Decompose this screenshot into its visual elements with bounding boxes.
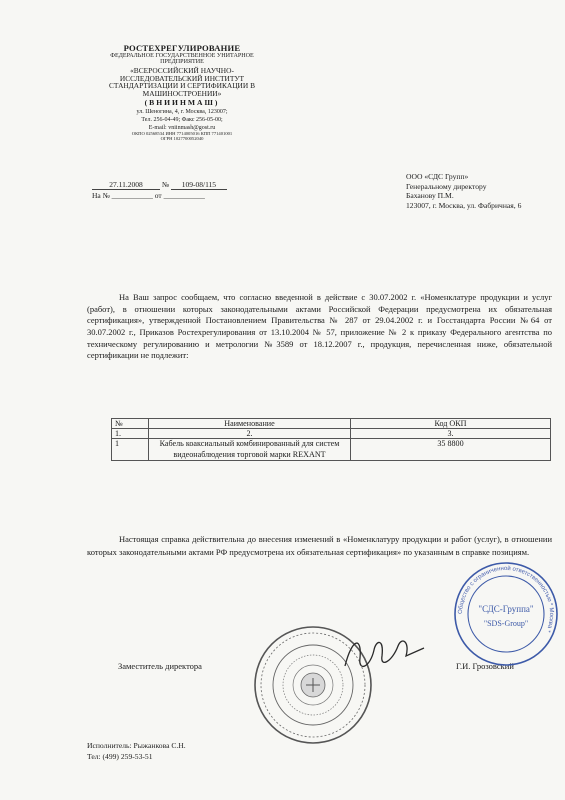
recipient-org: ООО «СДС Групп»: [406, 172, 469, 181]
numbering-1: 1.: [112, 429, 149, 439]
recipient-address: 123007, г. Москва, ул. Фабричная, 6: [406, 201, 522, 211]
institute-address: ул. Шеногина, 4, г. Москва, 123007;: [136, 108, 228, 115]
executor-block: [87, 740, 186, 762]
row-okp-code: 35 8800: [351, 439, 551, 461]
signer-position: Заместитель директора: [118, 661, 202, 671]
executor-phone: Тел: (499) 259-53-51: [87, 752, 153, 761]
letter-date: 27.11.2008: [92, 180, 160, 190]
sds-name-en: "SDS-Group": [483, 619, 529, 628]
recipient-block: [406, 172, 556, 211]
numbering-3: 3.: [351, 429, 551, 439]
in-reply-line: На № ___________ от ___________: [92, 191, 205, 200]
header-number: №: [112, 419, 149, 429]
institute-codes: ОКПО 02568534 ИНН 7714005016 КПП 771401001: [131, 130, 233, 136]
recipient-name: Баханову П.М.: [406, 191, 454, 201]
validity-paragraph: Настоящая справка действительна до внесения изменений в «Номенклатуру продукции и работ (услуг), в отношении которых законодательными актами РФ предусмотрена их обязательная сертификация» по указанным в справке позициям.: [87, 534, 552, 557]
number-prefix: №: [161, 180, 170, 189]
institute-name: «ВСЕРОССИЙСКИЙ НАУЧНО-ИССЛЕДОВАТЕЛЬСКИЙ ИНСТИТУТ СТАНДАРТИЗАЦИИ И СЕРТИФИКАЦИИ В МАШИНОСТРОЕНИИ»: [109, 65, 255, 99]
numbering-2: 2.: [149, 429, 351, 439]
row-product-name: Кабель коаксиальный комбинированный для систем видеонаблюдения торговой марки REXANT: [149, 439, 351, 461]
recipient-position: Генеральному директору: [406, 181, 487, 191]
handwritten-signature: [340, 628, 430, 678]
table-row: [112, 439, 551, 461]
sds-ring-text: Общество с ограниченной ответственностью * Москва *: [457, 565, 555, 634]
institute-email: E-mail: vniinmash@gost.ru: [148, 125, 216, 132]
enterprise-type: ФЕДЕРАЛЬНОЕ ГОСУДАРСТВЕННОЕ УНИТАРНОЕ ПРЕДПРИЯТИЕ: [110, 53, 254, 66]
body-paragraph: На Ваш запрос сообщаем, что согласно введенной в действие с 30.07.2002 г. «Номенклатуре продукции и услуг (работ), в отношении которых законодательными актами Российской Федерации предусмотрена их обязательная сертификация», утвержденной Постановлением Правительства № 287 от 29.04.2002 г. и Госстандарта России №64 от 30.07.2002 г., Приказов Ростехрегулирования от 13.10.2004 № 57, приложение № 2 к приказу Федерального агентства по техническому регулированию и метрологии №3589 от 18.12.2007 г., продукция, перечисленная ниже, обязательной сертификации не подлежит:: [87, 292, 552, 361]
row-number: 1: [112, 439, 149, 461]
letterhead: [92, 44, 272, 141]
executor-name: Исполнитель: Рыжанкова С.Н.: [87, 741, 186, 750]
registration-line: [92, 180, 227, 190]
institute-phone-fax: Тел. 256-04-49; Факс 256-05-00;: [141, 117, 223, 124]
letter-number: 109-08/115: [171, 180, 227, 190]
product-table: [111, 418, 551, 461]
signer-name: Г.И. Грозовский: [456, 661, 514, 671]
agency-name: РОСТЕХРЕГУЛИРОВАНИЕ: [123, 43, 241, 53]
sds-group-stamp: [452, 560, 560, 668]
table-numbering-row: [112, 429, 551, 439]
institute-codes-2: ОГРН 1027700052040: [160, 135, 204, 141]
header-okp: Код ОКП: [351, 419, 551, 429]
institute-abbreviation: (ВНИИНМАШ): [144, 97, 220, 107]
table-header-row: [112, 419, 551, 429]
sds-name-ru: "СДС-Группа": [478, 604, 534, 614]
header-name: Наименование: [149, 419, 351, 429]
